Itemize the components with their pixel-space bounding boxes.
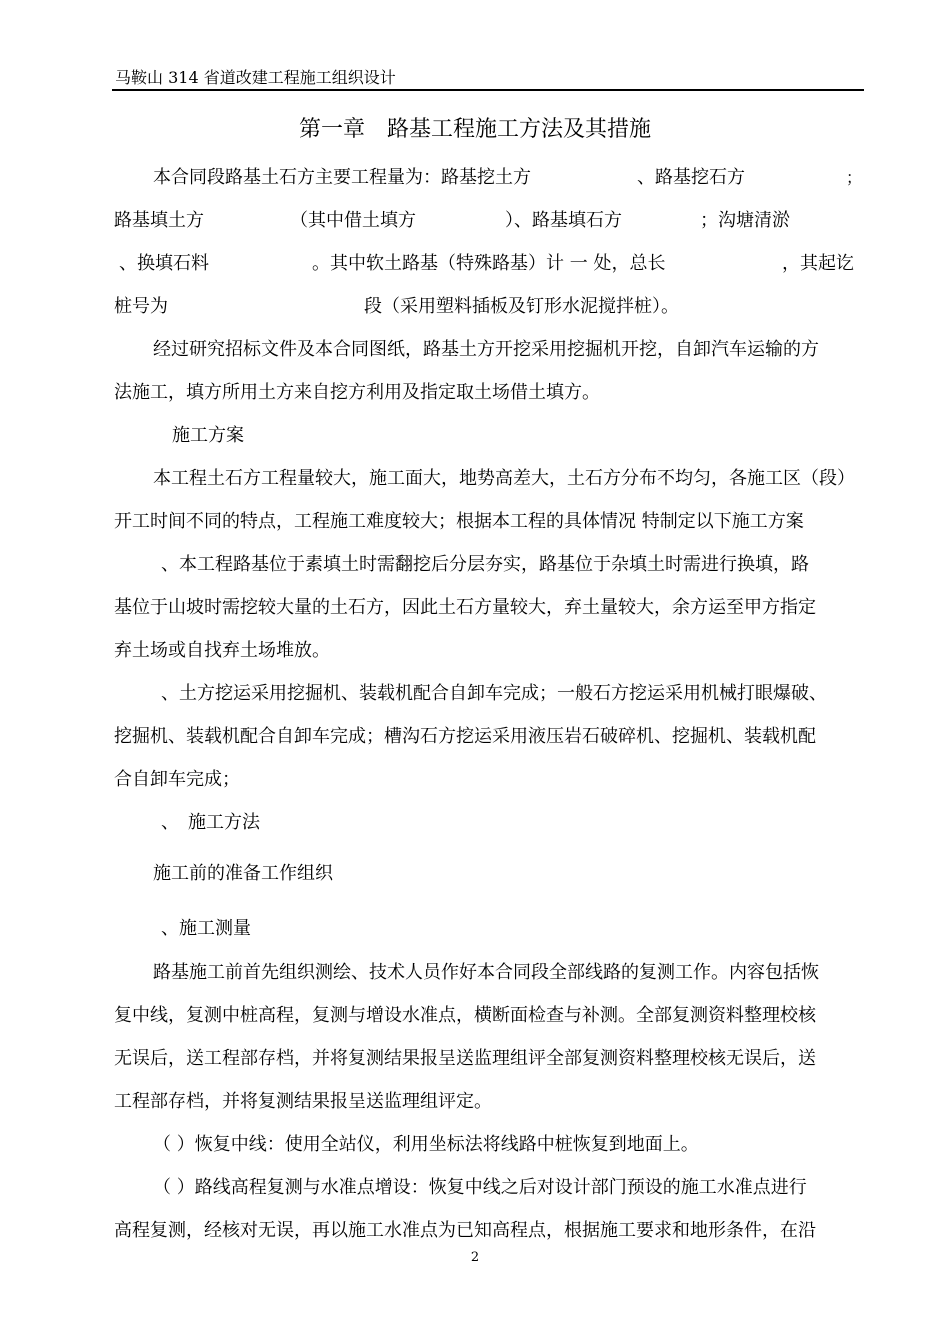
p7-line1: （ ）恢复中线：使用全站仪，利用坐标法将线路中桩恢复到地面上。 <box>153 1134 699 1155</box>
p3-line2: 开工时间不同的特点，工程施工难度较大；根据本工程的具体情况 特制定以下施工方案 <box>114 511 804 532</box>
p1-line3-c: ，其起讫 <box>782 253 854 274</box>
p6-line3: 无误后，送工程部存档，并将复测结果报呈送监理组评全部复测资料整理校核无误后，送 <box>114 1048 816 1069</box>
p1-line2-a: 路基填土方 <box>114 210 204 231</box>
p1-line1-a: 本合同段路基土石方主要工程量为：路基挖土方 <box>153 167 531 188</box>
page-number: 2 <box>470 1250 480 1265</box>
p2-line2: 法施工，填方所用土方来自挖方利用及指定取土场借土填方。 <box>114 382 600 403</box>
p2-line1: 经过研究招标文件及本合同图纸，路基土方开挖采用挖掘机开挖，自卸汽车运输的方 <box>153 339 819 360</box>
p6-line4: 工程部存档，并将复测结果报呈送监理组评定。 <box>114 1091 492 1112</box>
p1-line2-b: （其中借土填方 <box>290 210 416 231</box>
p5-line2: 挖掘机、装载机配合自卸车完成；槽沟石方挖运采用液压岩石破碎机、挖掘机、装载机配 <box>114 726 816 747</box>
p1-line3-a: 、换填石料 <box>119 253 209 274</box>
p1-line2-d: ；沟塘清淤 <box>700 210 790 231</box>
chapter-title: 第一章 路基工程施工方法及其措施 <box>298 117 651 142</box>
p4-line3: 弃土场或自找弃土场堆放。 <box>114 640 330 661</box>
p4-line2: 基位于山坡时需挖较大量的土石方，因此土石方量较大，弃土量较大，余方运至甲方指定 <box>114 597 816 618</box>
heading-prep: 施工前的准备工作组织 <box>153 863 333 884</box>
header-rule <box>112 89 864 91</box>
p1-line1-c: ； <box>846 168 863 187</box>
p1-line2-c: ）、路基填石方 <box>505 210 622 231</box>
p8-line1: （ ）路线高程复测与水准点增设：恢复中线之后对设计部门预设的施工水准点进行 <box>153 1177 807 1198</box>
p1-line1-b: 、路基挖石方 <box>637 167 745 188</box>
p4-line1: 、本工程路基位于素填土时需翻挖后分层夯实，路基位于杂填土时需进行换填，路 <box>161 554 809 575</box>
p8-line2: 高程复测，经核对无误，再以施工水准点为已知高程点，根据施工要求和地形条件，在沿 <box>114 1220 816 1241</box>
p3-line1: 本工程土石方工程量较大，施工面大，地势高差大，土石方分布不均匀，各施工区（段） <box>153 468 855 489</box>
heading-survey: 、施工测量 <box>161 918 251 939</box>
p6-line1: 路基施工前首先组织测绘、技术人员作好本合同段全部线路的复测工作。内容包括恢 <box>153 962 819 983</box>
heading-scheme: 施工方案 <box>172 425 244 446</box>
p1-line4-b: 段（采用塑料插板及钉形水泥搅拌桩）。 <box>364 296 679 317</box>
p5-line3: 合自卸车完成； <box>114 769 240 790</box>
p5-line1: 、土方挖运采用挖掘机、装载机配合自卸车完成；一般石方挖运采用机械打眼爆破、 <box>161 683 827 704</box>
running-header: 马鞍山 314 省道改建工程施工组织设计 <box>115 68 396 87</box>
heading-method: 、 施工方法 <box>161 812 260 833</box>
p6-line2: 复中线，复测中桩高程，复测与增设水准点，横断面检查与补测。全部复测资料整理校核 <box>114 1005 816 1026</box>
p1-line3-b: 。其中软土路基（特殊路基）计 一 处，总长 <box>312 253 666 274</box>
p1-line4-a: 桩号为 <box>114 296 168 317</box>
